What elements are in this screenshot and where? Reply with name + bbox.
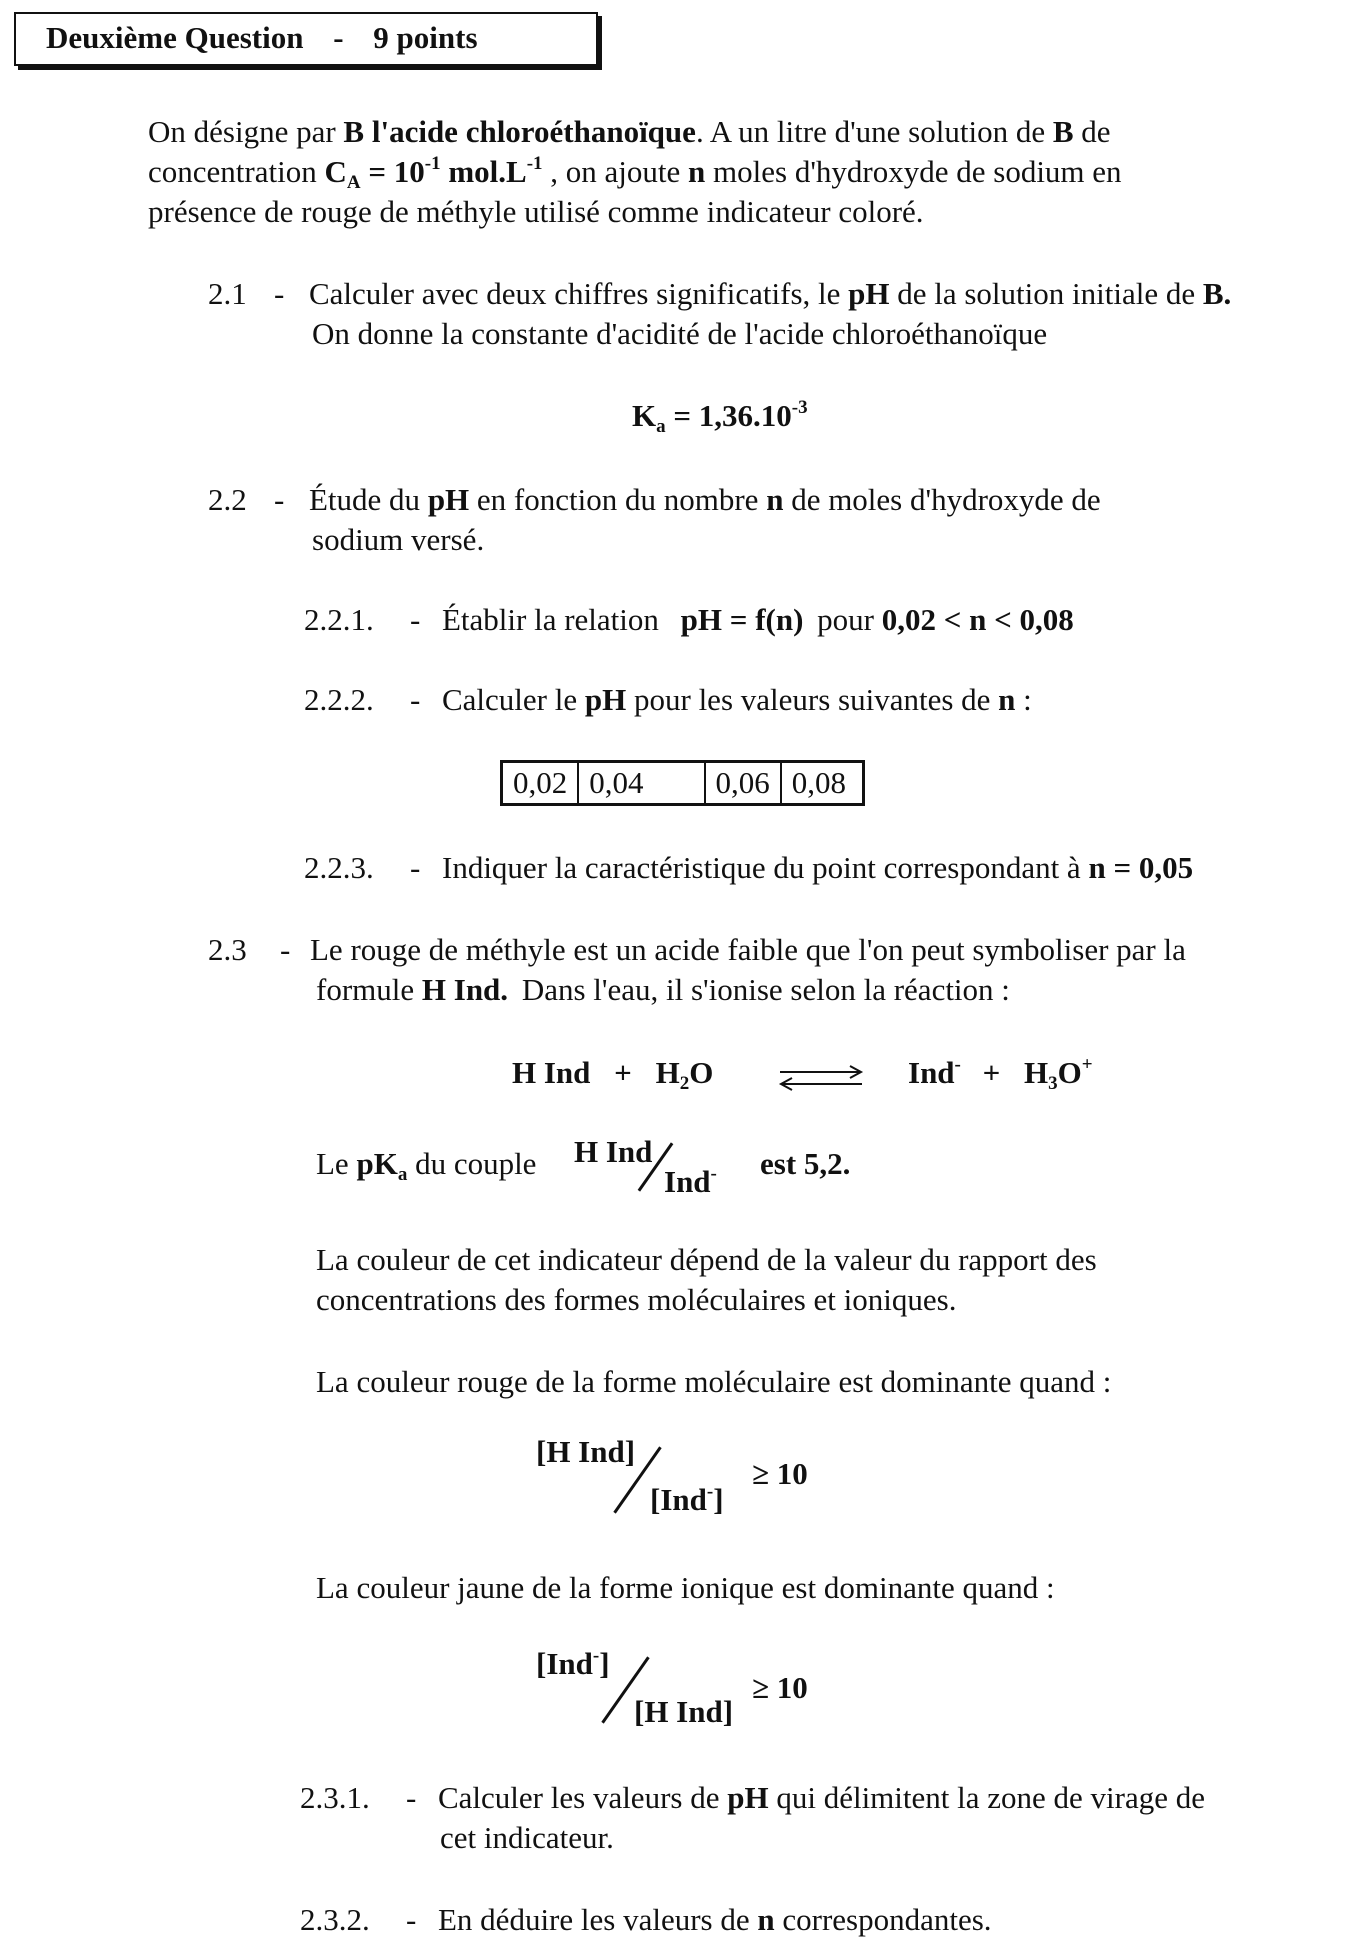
q222-dash: - [410,682,421,717]
q231-dash: - [406,1780,417,1815]
red-condition-text: La couleur rouge de la forme moléculaire est dominante quand : [316,1364,1112,1399]
yellow-condition-text: La couleur jaune de la forme ionique est dominante quand : [316,1570,1055,1605]
q21-number: 2.1 [208,276,247,311]
question-title: Deuxième Question [46,20,304,55]
q221-number: 2.2.1. [304,602,374,637]
q223-number: 2.2.3. [304,850,374,885]
fraction1-denominator: [Ind-] [650,1481,724,1517]
q23-line-1: Le rouge de méthyle est un acide faible que l'on peut symboliser par la [310,932,1186,967]
fraction2-numerator: [Ind-] [536,1645,610,1681]
table-cell: 0,06 [705,762,781,805]
table-cell: 0,04 [578,762,704,805]
q22-line-2: sodium versé. [312,522,485,557]
intro-line-1: On désigne par B l'acide chloroéthanoïque. A un litre d'une solution de B de [148,114,1111,149]
q232-dash: - [406,1902,417,1937]
equilibrium-arrows-icon [778,1062,864,1094]
q221-dash: - [410,602,421,637]
q231-line-2: cet indicateur. [440,1820,614,1855]
indicator-paragraph-line-1: La couleur de cet indicateur dépend de la valeur du rapport des [316,1242,1097,1277]
table-cell: 0,08 [781,762,864,805]
q222-number: 2.2.2. [304,682,374,717]
q23-line-2: formule H Ind. Dans l'eau, il s'ionise selon la réaction : [316,972,1010,1007]
q221-text: Établir la relation pH = f(n) pour 0,02 < n < 0,08 [442,602,1074,637]
q22-number: 2.2 [208,482,247,517]
couple-denominator: Ind- [664,1163,717,1199]
q222-text: Calculer le pH pour les valeurs suivantes de n : [442,682,1032,717]
table-row [502,762,864,805]
q23-dash: - [280,932,291,967]
fraction2-relation: ≥ 10 [752,1670,808,1705]
fraction1-relation: ≥ 10 [752,1456,808,1491]
intro-line-3: présence de rouge de méthyle utilisé comme indicateur coloré. [148,194,924,229]
q21-line-1: Calculer avec deux chiffres significatifs, le pH de la solution initiale de B. [309,276,1232,311]
pka-line: Le $pK_a$ du couple [316,1146,537,1185]
couple-numerator: H Ind [574,1134,653,1169]
ionisation-equation: H Ind + $H_2O$ [512,1055,714,1094]
q23-number: 2.3 [208,932,247,967]
q232-number: 2.3.2. [300,1902,370,1937]
table-cell: 0,02 [502,762,579,805]
question-header [46,18,478,58]
indicator-paragraph-line-2: concentrations des formes moléculaires et ioniques. [316,1282,957,1317]
pka-value: est 5,2. [760,1146,851,1181]
q223-text: Indiquer la caractéristique du point correspondant à n = 0,05 [442,850,1194,885]
header-separator: - [333,20,344,55]
equation-products: $Ind^- + H_3O^+$ [908,1054,1093,1094]
n-values-table [500,760,865,806]
fraction2-denominator: [H Ind] [634,1694,734,1729]
q21-line-2: On donne la constante d'acidité de l'acide chloroéthanoïque [312,316,1048,351]
q21-dash: - [274,276,285,311]
question-points: 9 points [373,20,478,55]
q232-text: En déduire les valeurs de n correspondantes. [438,1902,992,1937]
q231-number: 2.3.1. [300,1780,370,1815]
intro-line-2: concentration $C_A = 10^{-1}$ $mol.L^{-1}$ , on ajoute n moles d'hydroxyde de sodium en [148,153,1122,193]
ka-value: $K_a = 1,36.10^{-3}$ [632,397,808,437]
q231-line-1: Calculer les valeurs de pH qui délimitent la zone de virage de [438,1780,1205,1815]
fraction1-numerator: [H Ind] [536,1434,636,1469]
q22-line-1: Étude du pH en fonction du nombre n de moles d'hydroxyde de [309,482,1101,517]
q22-dash: - [274,482,285,517]
q223-dash: - [410,850,421,885]
